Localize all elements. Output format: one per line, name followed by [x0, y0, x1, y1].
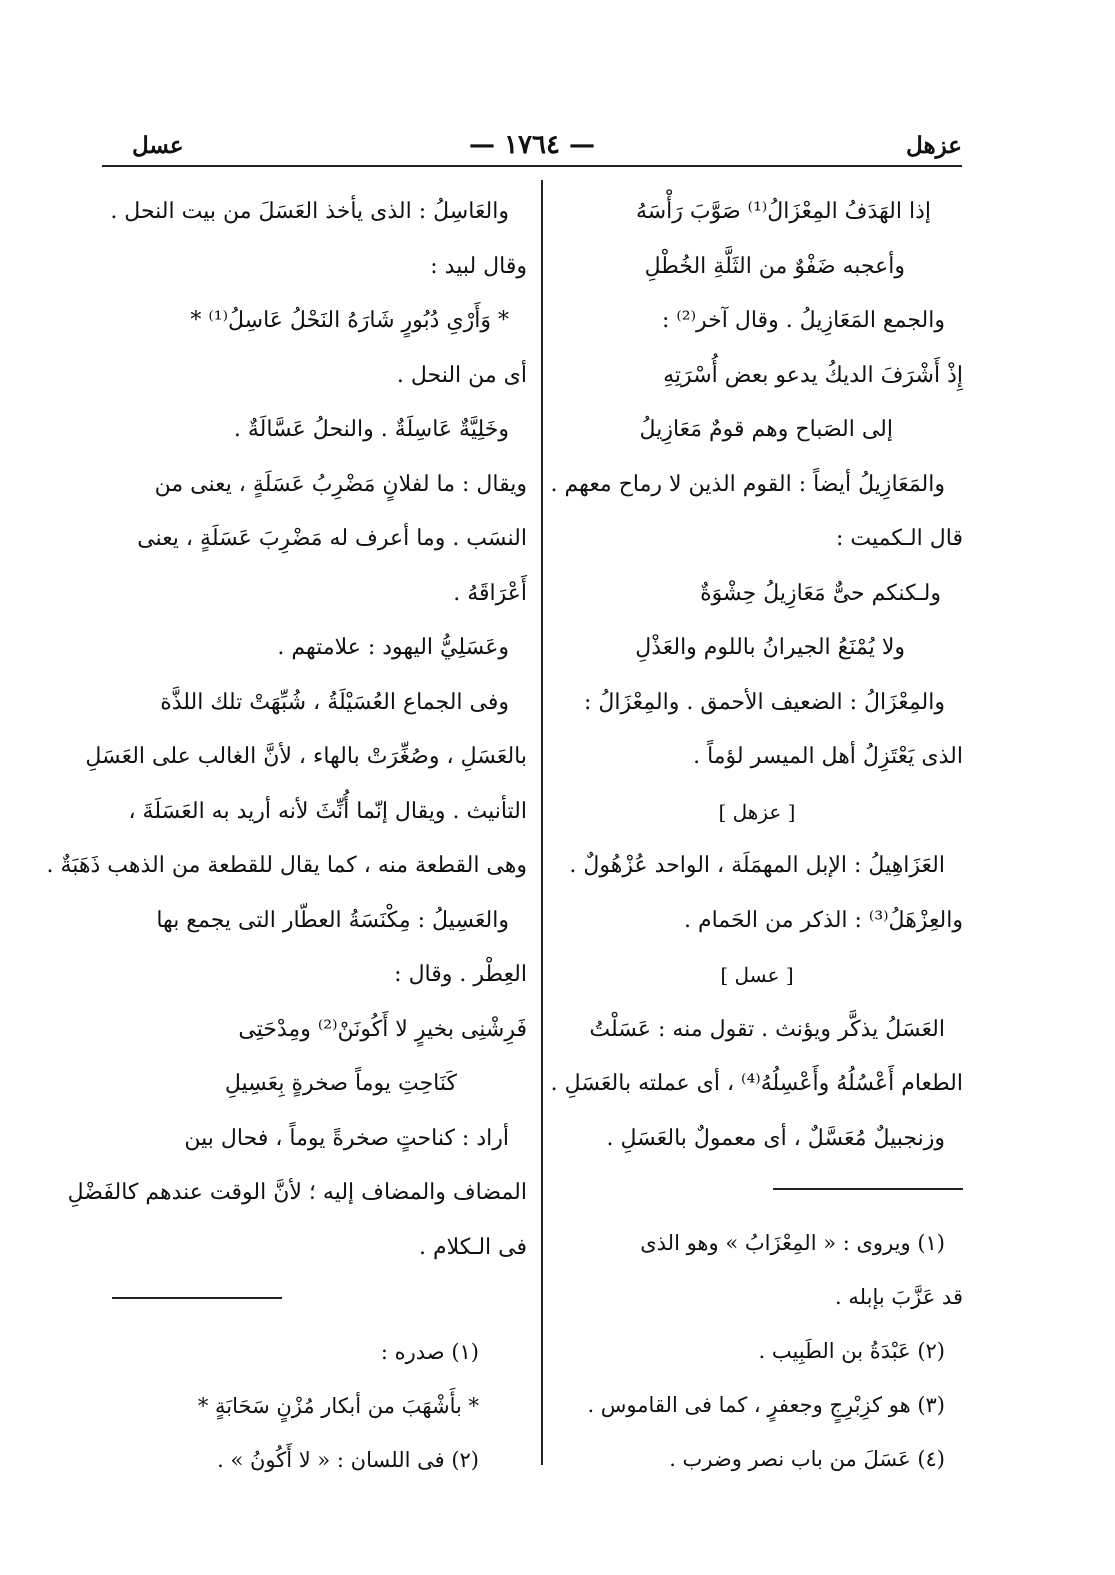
text-line: التأنيث . ويقال إنّما أُنِّثَ لأنه أريد به العَسَلَةَ ،	[128, 798, 527, 824]
right-column	[551, 185, 963, 1486]
text-line: قال الـكميت :	[836, 526, 963, 551]
text-line: وأعجبه ضَفْوٌ من الثَلَّةِ الخُطْلِ	[644, 253, 905, 279]
text-line: الذى يَعْتَزِلُ أهل الميسر لؤماً .	[693, 744, 963, 769]
footnote-line: (٤) عَسَلَ من باب نصر وضرب .	[669, 1447, 945, 1471]
text-line: إِذْ أَشْرَفَ الديكُ يدعو بعض أُسْرَتِهِ	[663, 362, 963, 388]
footnote-line: (١) ويروى : « المِعْزَابُ » وهو الذى	[640, 1231, 945, 1255]
column-divider	[541, 180, 543, 1465]
entry-heading-asal: [ عسل ]	[720, 963, 794, 987]
text-line: العَسَلُ يذكَّر ويؤنث . تقول منه : عَسَلْتُ	[589, 1016, 945, 1042]
text-line: ولـكنكم حىٌّ مَعَازِيلُ حِشْوَةٌ	[700, 580, 941, 606]
text-line: ولا يُمْنَعُ الجيرانُ باللوم والعَذْلِ	[635, 635, 905, 660]
text-line: العَزَاهِيلُ : الإبل المهمَلَة ، الواحد عُزْهُولٌ .	[569, 853, 945, 878]
text-line: المضاف والمضاف إليه ؛ لأنَّ الوقت عندهم كالفَضْلِ	[67, 1180, 527, 1205]
footnote-rule	[773, 1188, 963, 1190]
text-line: والعَاسِلُ : الذى يأخذ العَسَلَ من بيت النحل .	[110, 199, 509, 224]
entry-heading-azhal: [ عزهل ]	[718, 799, 796, 824]
page-header	[102, 128, 962, 168]
text-line: فى الـكلام .	[419, 1234, 527, 1260]
header-root-right: عزهل	[906, 132, 962, 159]
text-line: بالعَسَلِ ، وصُغِّرَتْ بالهاء ، لأنَّ الغالب على العَسَلِ	[85, 744, 527, 769]
text-line: * وَأَرْىِ دُبُورٍ شَارَهُ النَحْلُ عَاسِلُ⁽¹⁾ *	[190, 308, 509, 333]
header-rule	[102, 165, 962, 167]
text-line: كَنَاحِتِ يوماً صخرةٍ بِعَسِيلِ	[224, 1071, 457, 1096]
footnote-rule	[112, 1297, 282, 1299]
text-line: والعَسِيلُ : مِكْنَسَةُ العطّار التى يجمع بها	[156, 907, 509, 933]
left-column	[46, 185, 527, 1487]
text-line: أى من النحل .	[396, 362, 527, 388]
text-line: إلى الصَباح وهم قومٌ مَعَازِيلُ	[639, 417, 893, 442]
text-line: إذا الهَدَفُ المِعْزَالُ⁽¹⁾ صَوَّبَ رَأْسَهُ	[635, 199, 931, 224]
text-line: النسَب . وما أعرف له مَضْرِبَ عَسَلَةٍ ، يعنى	[137, 526, 527, 551]
text-line: والعِزْهَلُ⁽³⁾ : الذكر من الحَمام .	[683, 907, 963, 933]
text-line: فَرِشْنِى بخيرٍ لا أَكُونَنْ⁽²⁾ ومِدْحَتِى	[238, 1016, 527, 1042]
text-line: العِطْر . وقال :	[394, 962, 527, 987]
text-line: والجمع المَعَازِيلُ . وقال آخر⁽²⁾ :	[661, 308, 945, 333]
text-line: وهى القطعة منه ، كما يقال للقطعة من الذهب ذَهَبَةٌ .	[46, 853, 527, 878]
text-line: وقال لبيد :	[430, 253, 527, 279]
text-line: ويقال : ما لفلانٍ مَضْرِبُ عَسَلَةٍ ، يعنى من	[154, 471, 527, 497]
footnote-line: (٢) عَبْدَةُ بن الطَبِيب .	[758, 1339, 945, 1363]
header-root-left: عسل	[132, 132, 184, 159]
text-line: أَعْرَاقَهُ .	[453, 580, 527, 606]
page-number: — ١٧٦٤ —	[469, 130, 595, 160]
footnote-line: (٢) فى اللسان : « لا أَكُونُ » .	[217, 1448, 479, 1472]
text-line: والمِعْزَالُ : الضعيف الأحمق . والمِعْزَالُ :	[583, 689, 945, 715]
text-line: أراد : كناحتٍ صخرةً يوماً ، فحال بين	[184, 1125, 509, 1151]
text-line: والمَعَازِيلُ أيضاً : القوم الذين لا رماح معهم .	[550, 471, 945, 497]
footnote-line: * بأَشْهَبَ من أبكار مُزْنٍ سَحَابَةٍ *	[197, 1394, 479, 1418]
text-line: وعَسَلِيُّ اليهود : علامتهم .	[277, 635, 509, 660]
footnote-line: قد عَزَّبَ بإبله .	[835, 1285, 963, 1309]
footnote-line: (١) صدره :	[380, 1340, 479, 1364]
text-line: الطعام أَعْسُلُهُ وأَعْسِلُهُ⁽⁴⁾ ، أى عملته بالعَسَلِ .	[550, 1071, 963, 1096]
text-line: وخَلِيَّةٌ عَاسِلَةٌ . والنحلُ عَسَّالَةٌ .	[233, 417, 509, 442]
footnote-line: (٣) هو كزِبْرِجٍ وجعفرٍ ، كما فى القاموس .	[587, 1393, 945, 1417]
text-line: وزنجبيلٌ مُعَسَّلٌ ، أى معمولٌ بالعَسَلِ .	[606, 1125, 945, 1151]
text-line: وفى الجماع العُسَيْلَةُ ، شُبِّهَتْ تلك اللذَّة	[160, 689, 509, 715]
